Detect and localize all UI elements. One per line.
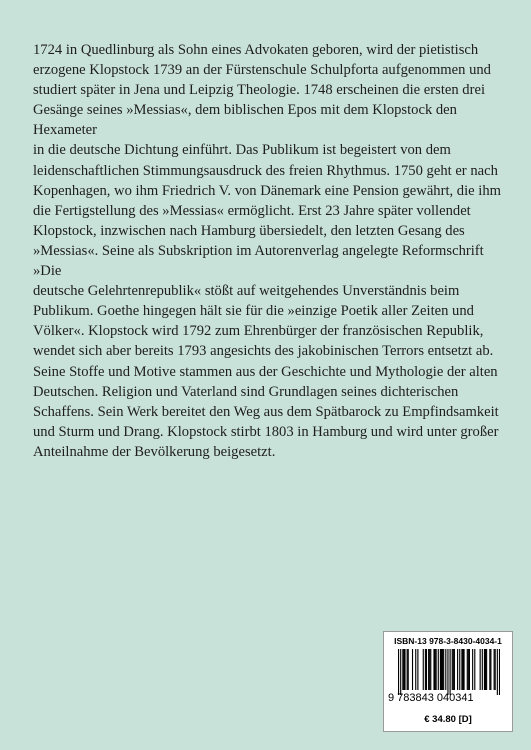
barcode-bar — [447, 649, 448, 695]
barcode-bar — [489, 649, 490, 690]
barcode-bar — [407, 649, 408, 690]
barcode-bar — [408, 649, 409, 690]
barcode-bar — [454, 649, 455, 690]
barcode-bar — [467, 649, 468, 690]
barcode-bar — [400, 649, 401, 695]
barcode-bar — [450, 649, 451, 695]
barcode-bar — [423, 649, 424, 690]
barcode-bar — [463, 649, 464, 690]
back-cover-blurb: 1724 in Quedlinburg als Sohn eines Advokaten geboren, wird der pietistisch erzogene Klopstock 1739 an der Fürstenschule Schulpforta aufgenommen und studiert später in Jena und Leipzig Theologie. 1748 erscheinen die ersten drei Gesänge seines »Messias«, dem biblischen Epos mit dem Klopstock den Hexameter in die deutsche Dichtung einführt. Das Publikum ist begeistert von dem leidenschaftlichen Stimmungsausdruck des freien Rhythmus. 1750 geht er nach Kopenhagen, wo ihm Friedrich V. von Dänemark eine Pension gewährt, die ihm die Fertigstellung des »Messias« ermöglicht. Erst 23 Jahre später vollendet Klopstock, inzwischen nach Hamburg übersiedelt, den letzten Gesang des »Messias«. Seine als Subskription im Autorenverlag angelegte Reformschrift »Die deutsche Gelehrtenrepublik« stößt auf weitgehendes Unverständnis beim Publikum. Goethe hingegen hält sie für die »einzige Poetik aller Zeiten und Völker«. Klopstock wird 1792 zum Ehrenbürger der französischen Republik, wendet sich aber bereits 1793 angesichts des jakobinischen Terrors entsetzt ab. Seine Stoffe und Motive stammen aus der Geschichte und Mythologie der alten Deutschen. Religion und Vaterland sind Grundlagen seines dichterischen Schaffens. Sein Werk bereitet den Weg aus dem Spätbarock zu Empfindsamkeit und Sturm und Drang. Klopstock stirbt 1803 in Hamburg und wird unter großer Anteilnahme der Bevölkerung beigesetzt. — [33, 42, 501, 460]
barcode-bar — [435, 649, 436, 690]
barcode-bar — [472, 649, 473, 690]
barcode-bar — [486, 649, 487, 690]
barcode-bar — [453, 649, 454, 690]
barcode-bar — [433, 649, 434, 690]
barcode-label — [383, 631, 513, 732]
barcode-bar — [426, 649, 427, 690]
barcode-bar — [482, 649, 483, 690]
barcode-bar — [442, 649, 443, 690]
barcode-bar — [441, 649, 442, 690]
barcode-bar — [480, 649, 481, 690]
barcode-bar — [495, 649, 496, 690]
barcode-bar — [485, 649, 486, 690]
price-text: € 34.80 [D] — [424, 714, 472, 725]
barcode-bar — [497, 649, 498, 695]
barcode-bar — [430, 649, 431, 690]
barcode-bar — [494, 649, 495, 690]
barcode-bar — [428, 649, 429, 690]
barcode-bar — [436, 649, 437, 690]
barcode-bar — [402, 649, 403, 690]
barcode-bar — [459, 649, 460, 690]
barcode-bar — [417, 649, 418, 690]
barcode-bar — [404, 649, 405, 690]
barcode-bar — [474, 649, 475, 690]
barcode-bar — [425, 649, 426, 690]
barcode-bar — [398, 649, 399, 695]
barcode-bar — [457, 649, 458, 690]
barcode-bar — [415, 649, 416, 690]
barcode-bar — [462, 649, 463, 690]
barcode-bar — [443, 649, 444, 690]
barcode-bar — [499, 649, 500, 695]
barcode-bar — [452, 649, 453, 690]
barcode-bar — [469, 649, 470, 690]
barcode-bar — [440, 649, 441, 690]
barcode-bar — [484, 649, 485, 690]
barcode-bar — [468, 649, 469, 690]
barcode-bar — [403, 649, 404, 690]
barcode-digits: 9 783843 040341 — [388, 692, 474, 704]
barcode-bar — [412, 649, 413, 690]
barcode-bar — [429, 649, 430, 690]
barcode-bar — [445, 649, 446, 690]
barcode-bar — [490, 649, 491, 690]
barcode-bar — [461, 649, 462, 690]
isbn-text: ISBN-13 978-3-8430-4034-1 — [394, 636, 502, 646]
barcode-bar — [438, 649, 439, 690]
